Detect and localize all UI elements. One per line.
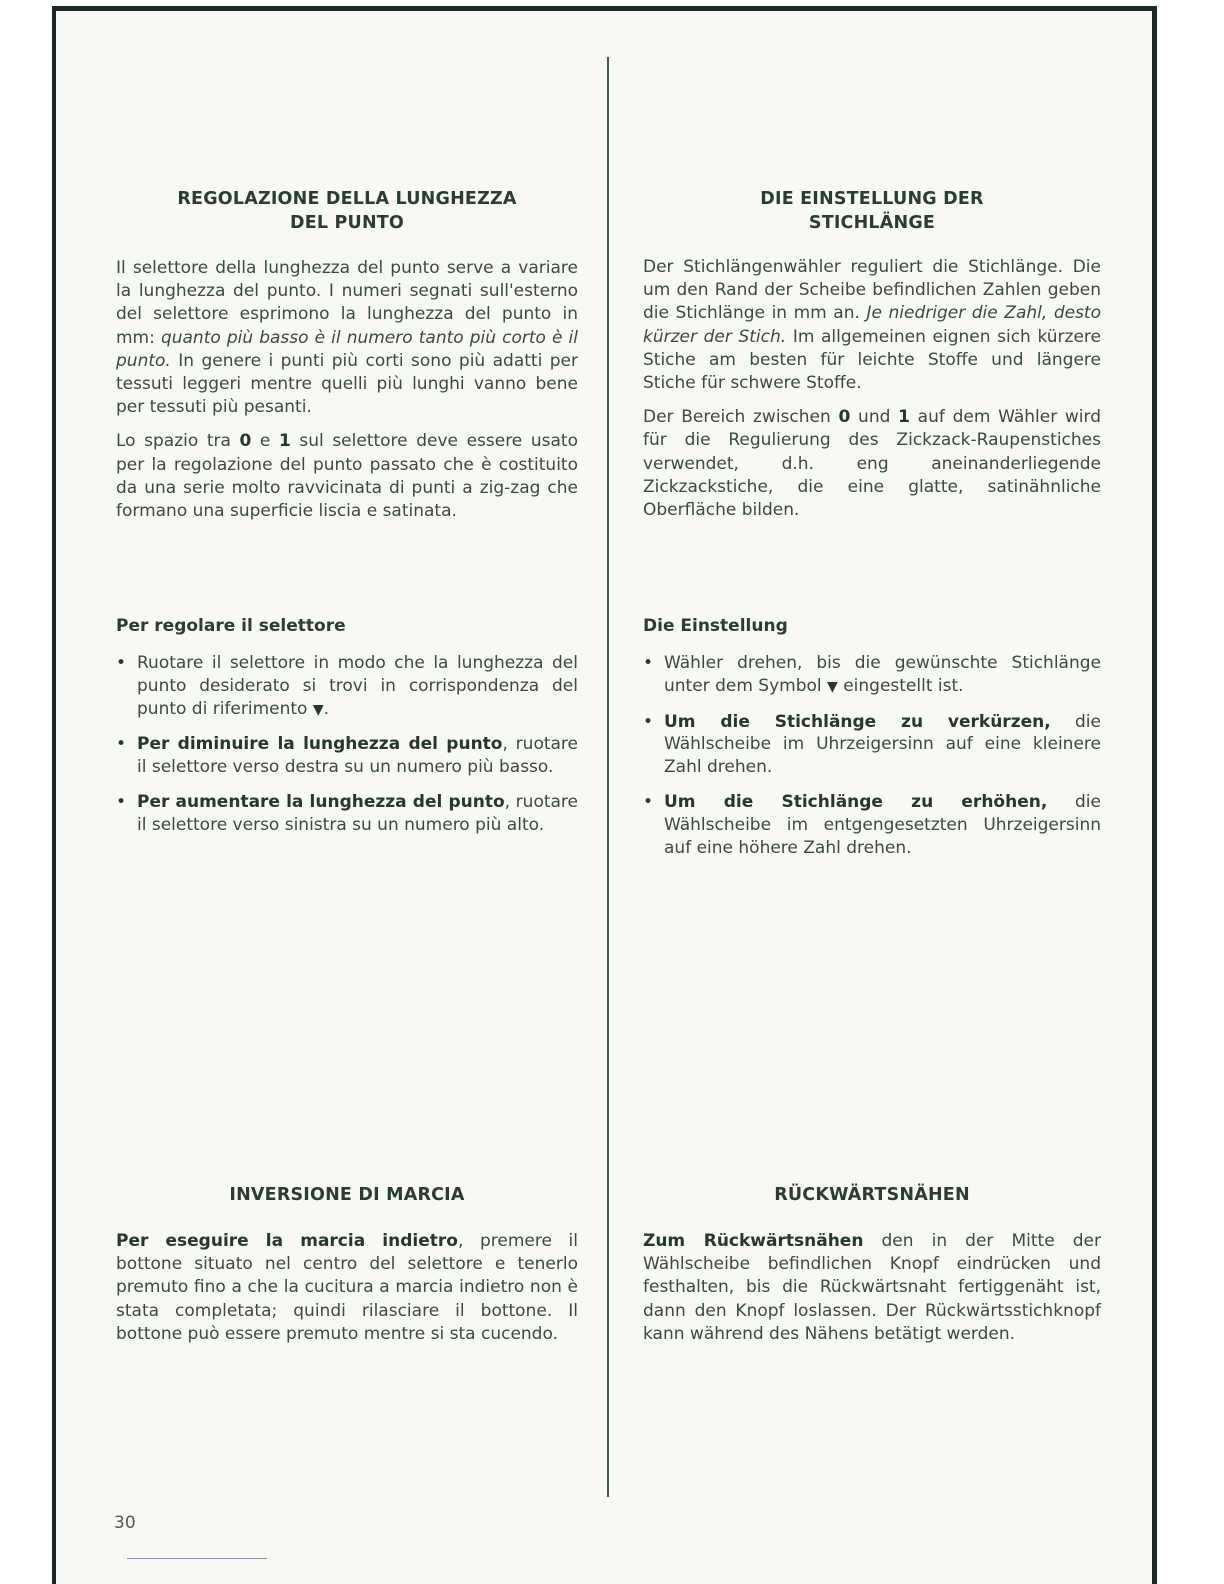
italian-section-reverse [116,1183,578,1346]
list-item [643,711,1101,779]
bold-text: Um die Stichlänge zu verkürzen, [664,711,1051,732]
german-instructions [643,615,1101,859]
list-item [116,733,578,779]
bold-text: Um die Stichlänge zu erhöhen, [664,791,1048,812]
bullet-icon: • [116,653,127,673]
bullet-icon: • [643,711,654,732]
text: , ruotare il selettore verso sinistra su un numero più alto. [137,791,578,835]
text: den in der Mitte der Wählscheibe befindlichen Knopf eindrücken und festhalten, bis die Rückwärtsnaht fertiggenäht ist, dann den Knopf loslassen. Der Rückwärtsstichknopf kann während des Nähens betätigt werden. [643,1231,1101,1344]
text: . [323,698,330,719]
paragraph [643,1230,1101,1346]
bullet-icon: • [116,734,127,755]
title-line-2: DEL PUNTO [289,213,405,233]
text: Ruotare il selettore in modo che la lunghezza del punto desiderato si trovi in corrispondenza del punto di riferimento [137,653,578,719]
text: die Wählscheibe im Uhrzeigersinn auf eine kleinere Zahl drehen. [664,711,1101,778]
text: , premere il bottone situato nel centro del selettore e tenerlo premuto fino a che la cucitura a marcia indietro non è stata completata; quindi rilasciare il bottone. Il bottone può essere premuto mentre si sta cucendo. [116,1231,578,1344]
text: Der Bereich zwischen [643,407,839,428]
triangle-marker-icon: ▼ [827,678,838,695]
paragraph-1 [643,256,1101,395]
italian-body [116,257,578,523]
paragraph-1 [116,257,578,419]
italic-text: quanto più basso è il numero tanto più corto è il punto. [116,327,578,371]
paragraph-2 [643,406,1101,522]
paragraph [116,1230,578,1346]
subheading: Per regolare il selettore [116,616,346,636]
bold-text: Per diminuire la lunghezza del punto [137,734,503,755]
scan-edge-right [1152,6,1157,1584]
bold-number: 0 [239,431,252,452]
bold-number: 0 [838,407,851,428]
german-section-reverse [643,1183,1101,1346]
german-section-stitch-length [643,187,1101,235]
triangle-marker-icon: ▼ [312,701,324,718]
list-item [116,652,578,721]
text: sul selettore deve essere usato per la regolazione del punto passato che è costituito da una serie molto ravvicinata di punti a zig-zag che formano una superficie liscia e satinata. [116,431,578,522]
bold-number: 1 [898,407,910,428]
bold-text: Zum Rückwärtsnähen [643,1231,864,1251]
title-line-1: DIE EINSTELLUNG DER [760,189,984,209]
text: In genere i punti più corti sono più adatti per tessuti leggeri mentre quelli più lunghi vanno bene per tessuti più pesanti. [116,350,578,418]
title-line-1: REGOLAZIONE DELLA LUNGHEZZA [177,189,517,209]
bold-text: Per aumentare la lunghezza del punto [137,791,505,812]
bullet-list [643,652,1101,859]
section-title: INVERSIONE DI MARCIA [229,1185,465,1205]
italian-instructions [116,615,578,837]
text: auf dem Wähler wird für die Regulierung des Zickzack-Raupenstiches verwendet, d.h. eng aneinanderliegende Zickzackstiche, die eine glatte, satinähnliche Oberfläche bilden. [643,407,1102,521]
subheading: Die Einstellung [643,616,788,636]
column-divider [607,57,609,1497]
bullet-list [116,652,578,837]
list-item [116,791,578,837]
list-item [643,652,1101,699]
section-title [116,187,578,235]
section-title: RÜCKWÄRTSNÄHEN [774,1185,970,1205]
bold-text: Per eseguire la marcia indietro [116,1231,458,1251]
section-title [643,187,1101,235]
bullet-icon: • [643,791,654,812]
text: Wähler drehen, bis die gewünschte Stichlänge unter dem Symbol [664,653,1101,696]
bullet-icon: • [116,791,127,812]
list-item [643,791,1101,859]
text: und [850,407,899,428]
paragraph-2 [116,430,578,523]
text: Im allgemeinen eignen sich kürzere Stiche am besten für leichte Stoffe und längere Stiche für schwere Stoffe. [643,326,1101,394]
text: e [251,431,279,452]
text: Lo spazio tra [116,431,240,452]
text: Der Stichlängenwähler reguliert die Stichlänge. Die um den Rand der Scheibe befindlichen Zahlen geben die Stichlänge in mm an. [643,257,1101,324]
text: , ruotare il selettore verso destra su un numero più basso. [137,734,578,778]
title-line-2: STICHLÄNGE [808,213,936,233]
german-body [643,256,1101,522]
bold-number: 1 [278,431,291,452]
text: Il selettore della lunghezza del punto serve a variare la lunghezza del punto. I numeri segnati sull'esterno del selettore esprimono la lunghezza del punto in mm: [116,258,578,348]
footer-rule [127,1558,267,1559]
text: eingestellt ist. [837,675,964,696]
italian-section-stitch-length [116,187,578,235]
bullet-icon: • [643,653,654,673]
italic-text: Je niedriger die Zahl, desto kürzer der Stich. [643,303,1101,347]
page-number: 30 [114,1513,136,1533]
text: die Wählscheibe im entgengesetzten Uhrzeigersinn auf eine höhere Zahl drehen. [664,791,1101,858]
